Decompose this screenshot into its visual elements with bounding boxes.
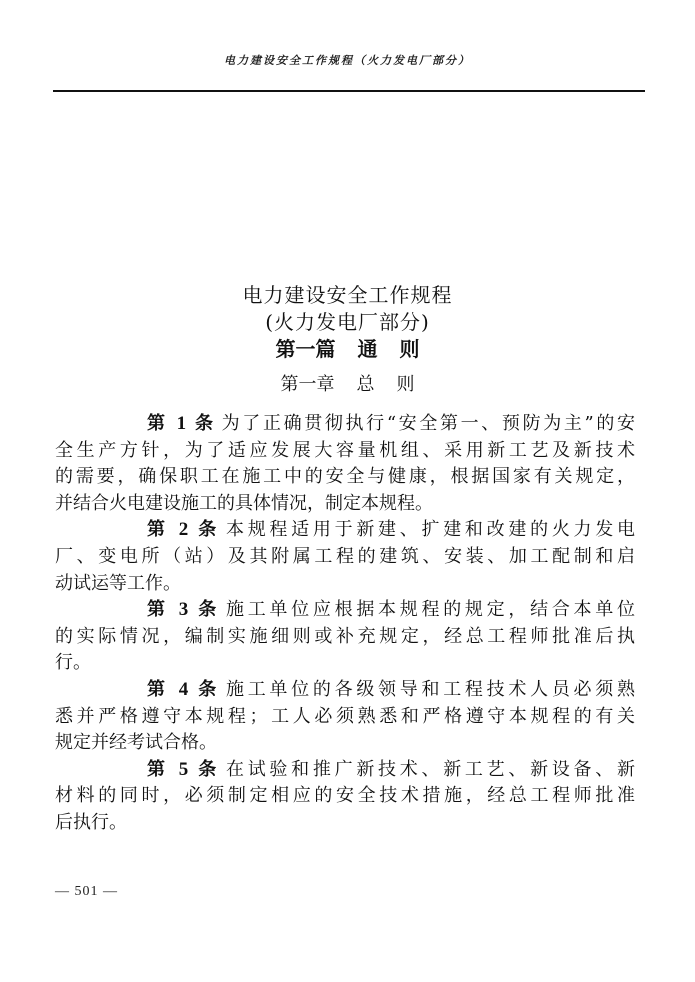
article-line: 第 4 条 施工单位的各级领导和工程技术人员必须熟 [147,678,636,700]
article-line: 第 2 条 本规程适用于新建、扩建和改建的火力发电 [147,519,636,541]
page-number: — 501 — [55,884,118,899]
part-name-1: 通 [357,337,378,361]
chapter-name-1: 总 [356,374,375,395]
article-label: 第 4 条 [147,678,220,700]
article-line: 材料的同时，必须制定相应的安全技术措施，经总工程师批准 [55,785,635,807]
chapter-number: 第一章 [280,374,335,395]
header-rule [53,90,645,92]
part-number: 第一篇 [275,337,336,361]
article-label: 第 3 条 [147,599,220,621]
article-label: 第 1 条 [147,413,216,434]
article-2 [55,517,635,597]
article-line: 悉并严格遵守本规程；工人必须熟悉和严格遵守本规程的有关 [55,705,635,727]
article-4 [55,677,635,757]
article-line: 厂、变电所（站）及其附属工程的建筑、安装、加工配制和启 [55,545,635,567]
article-line: 的需要，确保职工在施工中的安全与健康，根据国家有关规定， [55,466,635,488]
body-text [55,411,635,837]
article-line: 第 3 条 施工单位应根据本规程的规定，结合本单位 [147,599,636,621]
article-5 [55,757,635,837]
article-line: 动试运等工作。 [55,572,181,594]
document-title: 电力建设安全工作规程 [242,283,453,307]
article-line: 并结合火电建设施工的具体情况，制定本规程。 [55,492,433,514]
article-line: 第 1 条 为了正确贯彻执行“安全第一、预防为主”的安 [147,413,636,434]
article-line: 第 5 条 在试验和推广新技术、新工艺、新设备、新 [147,758,636,780]
part-heading [0,336,695,362]
article-1 [55,411,635,517]
article-line: 全生产方针，为了适应发展大容量机组、采用新工艺及新技术 [55,439,635,461]
article-line: 规定并经考试合格。 [55,732,217,754]
article-line: 的实际情况，编制实施细则或补充规定，经总工程师批准后执 [55,625,635,647]
chapter-heading [0,372,695,398]
chapter-name-2: 则 [396,374,415,395]
document-subtitle: (火力发电厂部分) [265,310,430,334]
article-3 [55,597,635,677]
article-line: 后执行。 [55,811,127,833]
article-label: 第 5 条 [147,758,220,780]
part-name-2: 则 [399,337,420,361]
running-header: 电力建设安全工作规程（火力发电厂部分） [224,54,471,67]
article-label: 第 2 条 [147,519,220,541]
article-line: 行。 [55,652,91,674]
